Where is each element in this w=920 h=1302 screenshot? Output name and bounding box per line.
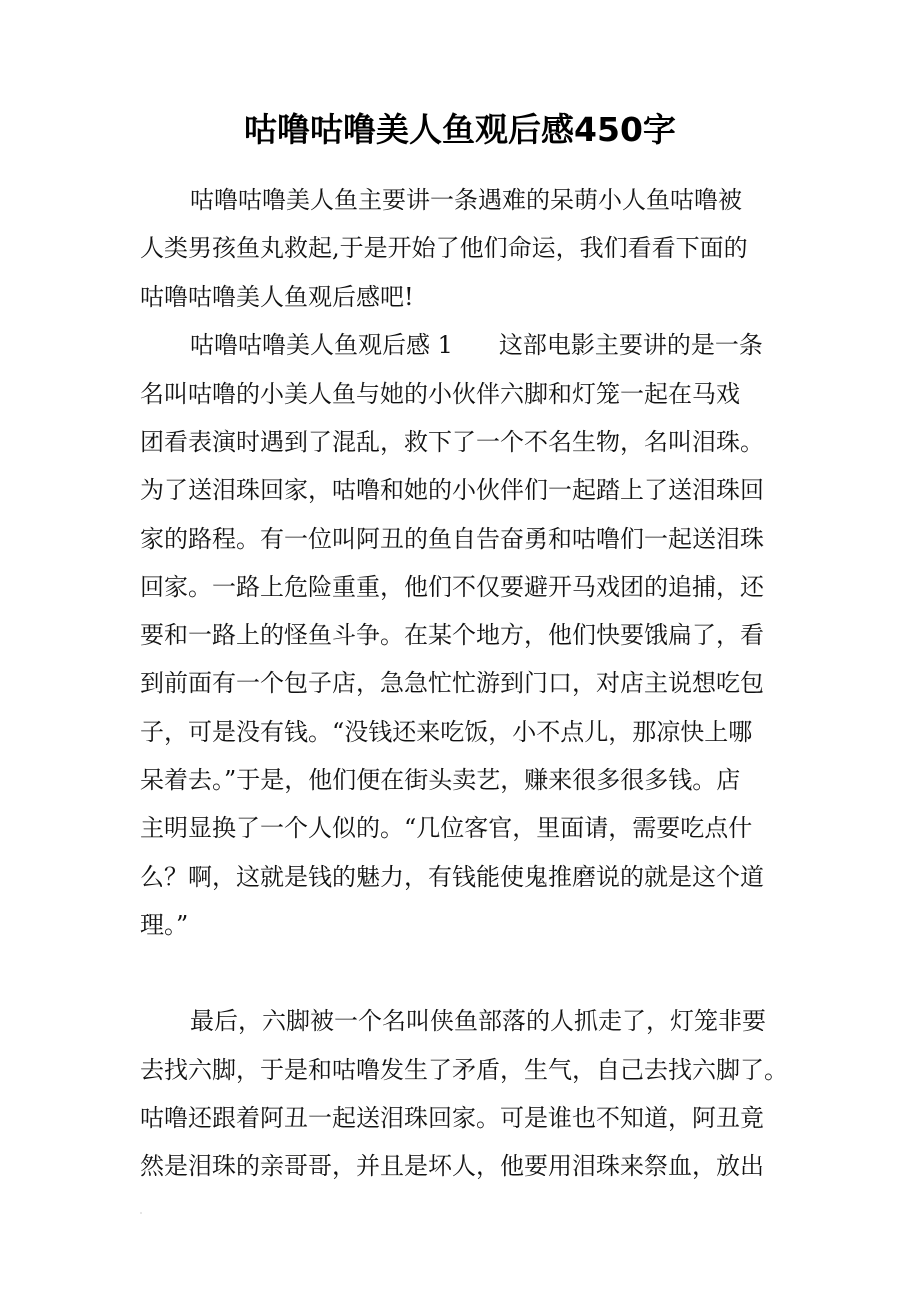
body-line: 要和一路上的怪鱼斗争。在某个地方，他们快要饿扁了，看 <box>140 621 764 649</box>
body-line: 最后，六脚被一个名叫侠鱼部落的人抓走了，灯笼非要 <box>190 1007 766 1035</box>
body-line: 子，可是没有钱。“没钱还来吃饭，小不点儿，那凉快上哪 <box>140 718 753 746</box>
body-line: 回家。一路上危险重重，他们不仅要避开马戏团的追捕，还 <box>140 573 764 601</box>
body-line: 主明显换了一个人似的。“几位客官，里面请，需要吃点什 <box>140 814 753 842</box>
body-line: 咕噜还跟着阿丑一起送泪珠回家。可是谁也不知道，阿丑竟 <box>140 1104 764 1132</box>
intro-line: 人类男孩鱼丸救起,于是开始了他们命运，我们看看下面的 <box>140 234 748 262</box>
section1-first-line <box>190 329 763 361</box>
section1-first-text: 这部电影主要讲的是一条 <box>498 331 763 359</box>
body-line: 然是泪珠的亲哥哥，并且是坏人，他要用泪珠来祭血，放出 <box>140 1152 764 1180</box>
body-line: 到前面有一个包子店，急急忙忙游到门口，对店主说想吃包 <box>140 669 764 697</box>
body-line: 么？啊，这就是钱的魅力，有钱能使鬼推磨说的就是这个道 <box>140 863 764 891</box>
body-line: 团看表演时遇到了混乱，救下了一个不名生物，名叫泪珠。 <box>140 428 764 456</box>
intro-line: 咕噜咕噜美人鱼主要讲一条遇难的呆萌小人鱼咕噜被 <box>190 186 742 214</box>
body-line: 家的路程。有一位叫阿丑的鱼自告奋勇和咕噜们一起送泪珠 <box>140 525 764 553</box>
section1-heading: 咕噜咕噜美人鱼观后感 1 <box>190 331 453 359</box>
body-line: 呆着去。”于是，他们便在街头卖艺，赚来很多很多钱。店 <box>140 766 741 794</box>
body-line: 名叫咕噜的小美人鱼与她的小伙伴六脚和灯笼一起在马戏 <box>140 380 740 408</box>
body-line: 去找六脚，于是和咕噜发生了矛盾，生气，自己去找六脚了。 <box>140 1056 788 1084</box>
body-line: 理。” <box>140 911 189 939</box>
intro-line: 咕噜咕噜美人鱼观后感吧! <box>140 283 414 311</box>
document-title: 咕噜咕噜美人鱼观后感450字 <box>244 110 676 149</box>
body-line: 为了送泪珠回家，咕噜和她的小伙伴们一起踏上了送泪珠回 <box>140 476 764 504</box>
speck-mark <box>140 1212 142 1214</box>
